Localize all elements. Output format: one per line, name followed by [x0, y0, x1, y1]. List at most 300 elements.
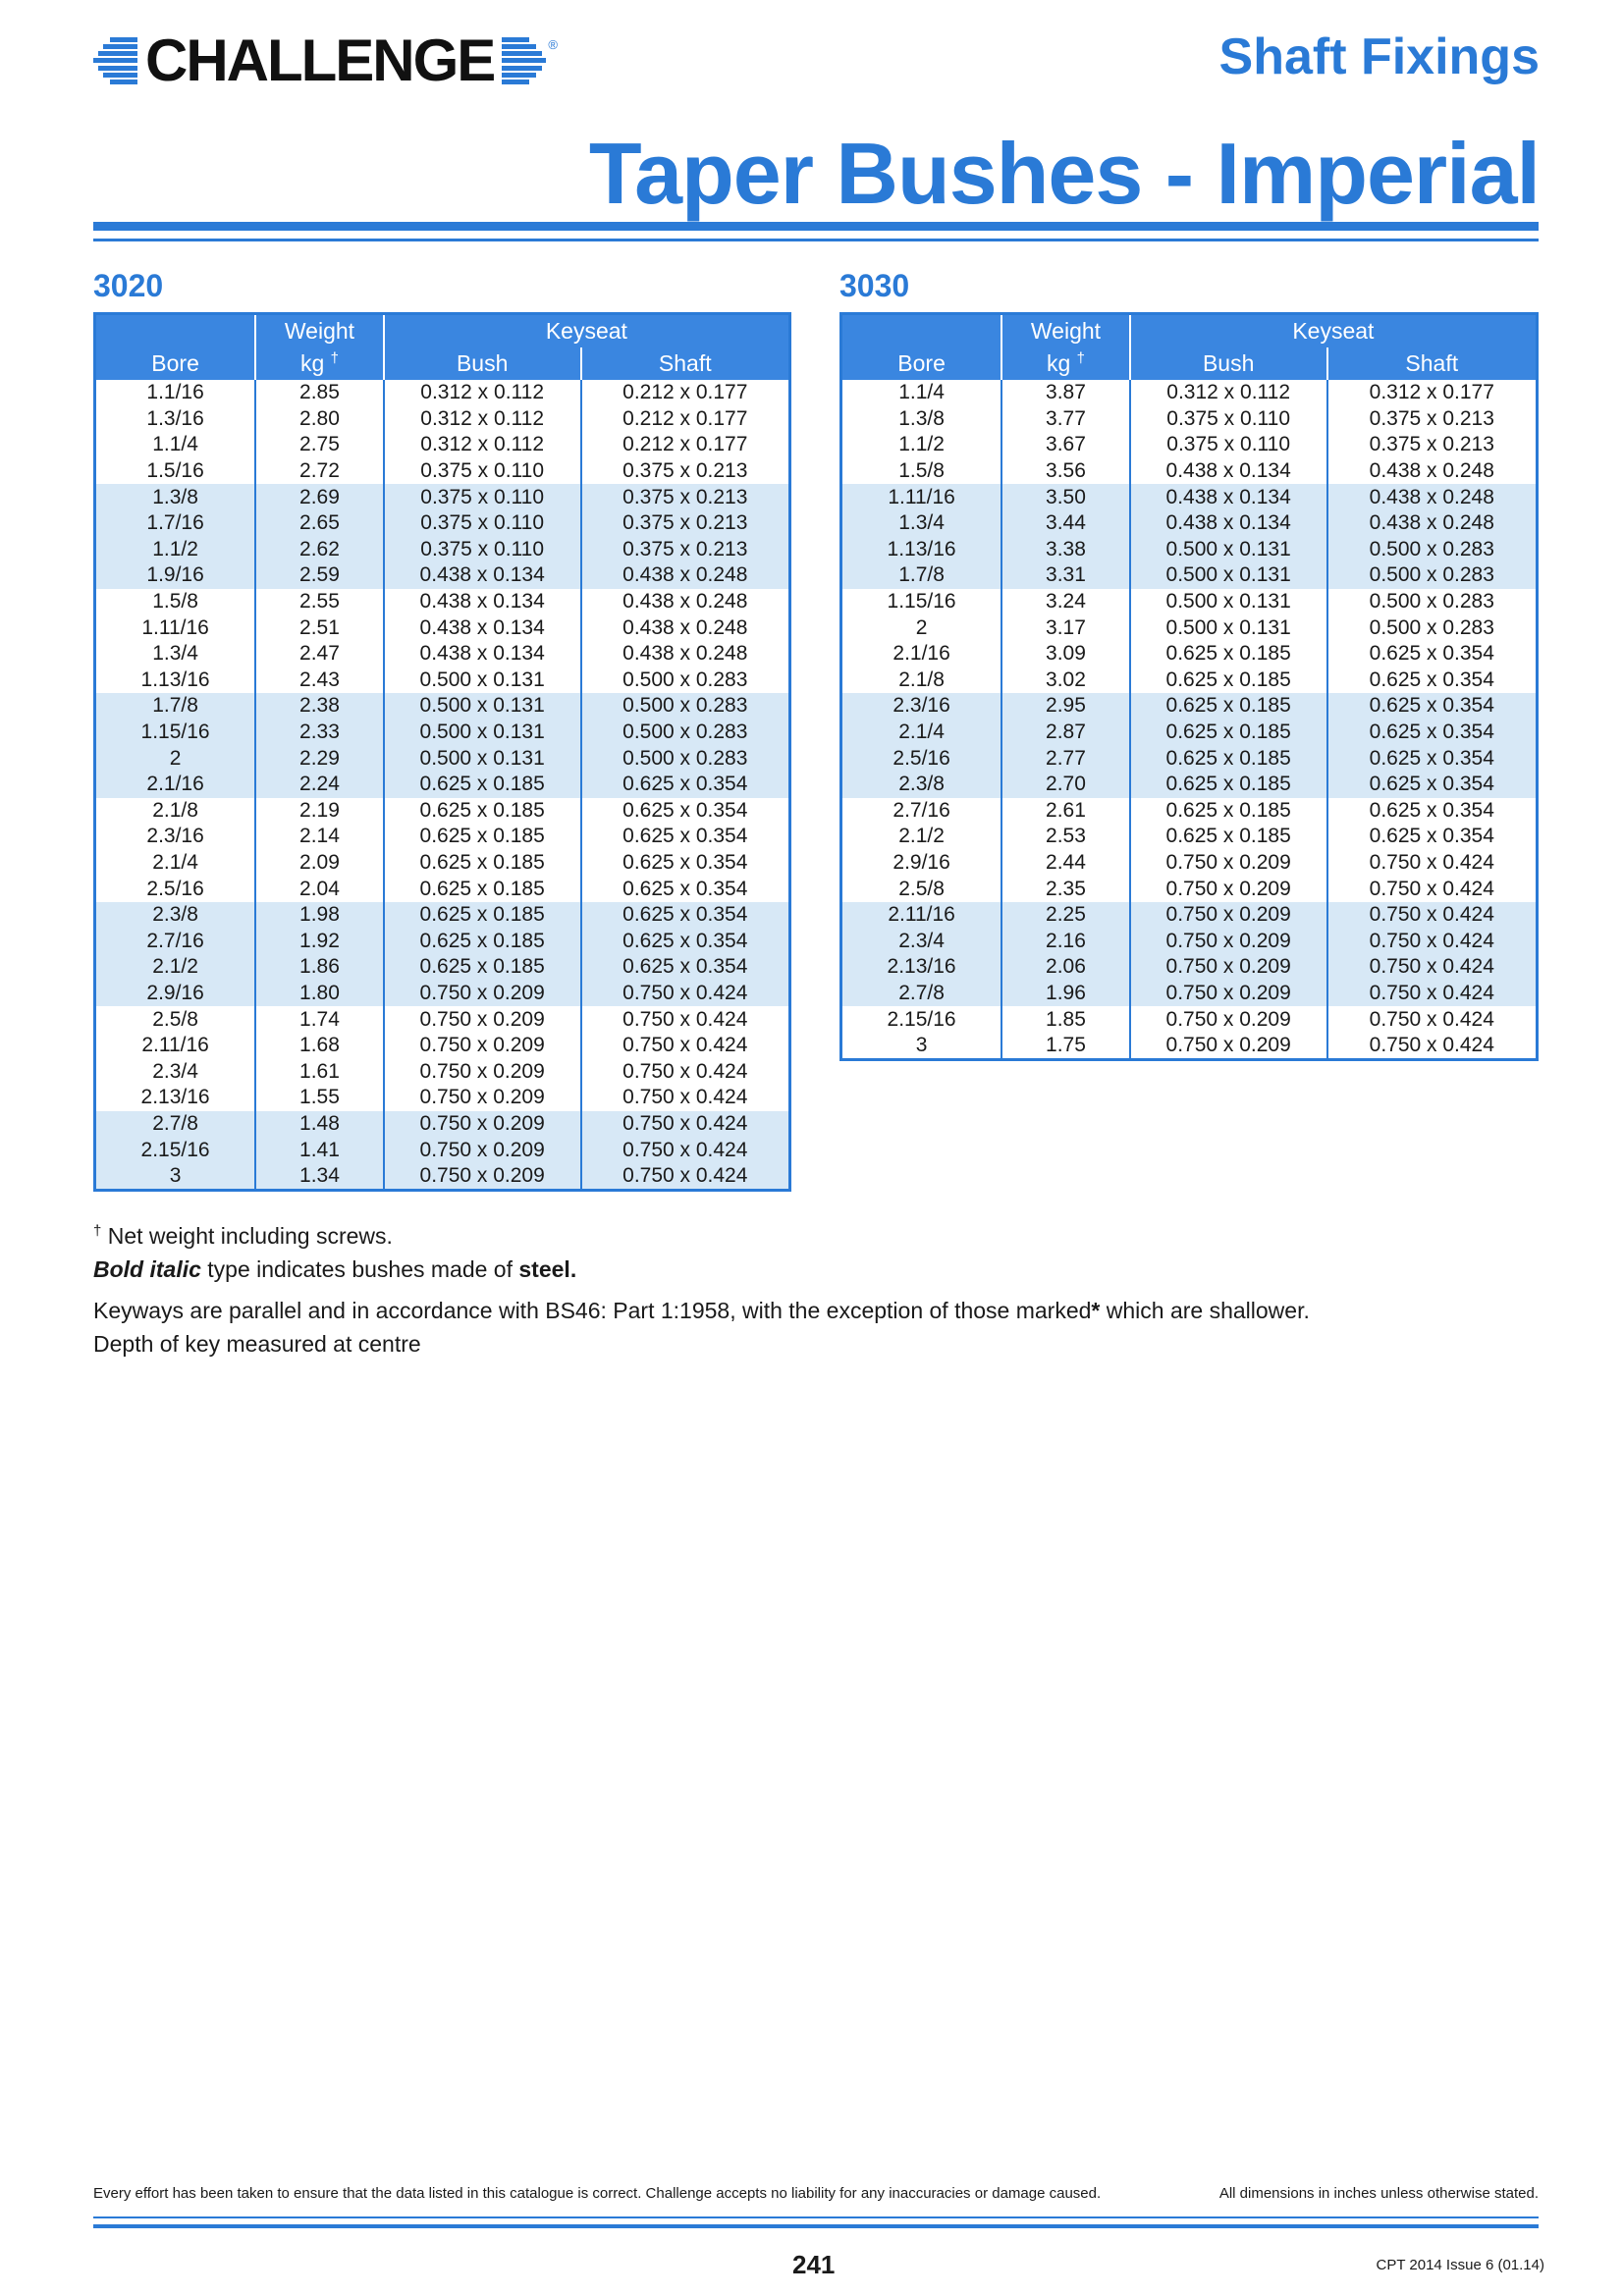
shaft-keyseat-cell: 0.750 x 0.424 [581, 1085, 790, 1111]
bush-keyseat-cell: 0.438 x 0.134 [1130, 484, 1327, 510]
table-row [841, 850, 1538, 877]
table-row [95, 510, 790, 537]
bore-cell: 3 [915, 1034, 928, 1057]
logo-stripes-right-icon [502, 37, 546, 84]
logo-wordmark: CHALLENGE [145, 27, 495, 93]
bush-keyseat-cell: 0.438 x 0.134 [1130, 458, 1327, 485]
note-keyways [93, 1294, 1310, 1327]
weight-cell: 2.53 [1001, 824, 1130, 850]
weight-cell: 2.43 [255, 667, 384, 694]
table-row [95, 720, 790, 746]
table-row [841, 641, 1538, 667]
header-weight: Weight [255, 314, 384, 348]
bore-cell: 1.13/16 [841, 537, 1002, 563]
bore-cell: 1.3/8 [95, 484, 256, 510]
footer-disclaimer: Every effort has been taken to ensure that the data listed in this catalogue is correct. Challenge accepts no liability for any inaccuracies or damage caused. [93, 2185, 1102, 2202]
header-empty [95, 314, 256, 348]
bush-keyseat-cell: 0.625 x 0.185 [1130, 641, 1327, 667]
shaft-keyseat-cell: 0.750 x 0.424 [1327, 902, 1538, 929]
header-row-columns [841, 347, 1538, 380]
weight-cell: 3.67 [1001, 432, 1130, 458]
header-bore: Bore [841, 347, 1002, 380]
bush-keyseat-cell: 0.312 x 0.112 [384, 380, 581, 406]
weight-cell: 2.51 [255, 614, 384, 641]
bush-keyseat-cell: 0.625 x 0.185 [384, 798, 581, 825]
bush-keyseat-cell: 0.500 x 0.131 [384, 667, 581, 694]
table-row [95, 1058, 790, 1085]
weight-cell: 1.74 [255, 1006, 384, 1033]
bore-cell: 1.1/4 [152, 433, 198, 456]
notes [93, 1219, 1310, 1361]
bore-cell: 1.7/8 [95, 693, 256, 720]
shaft-keyseat-cell: 0.438 x 0.248 [1327, 510, 1538, 537]
shaft-keyseat-cell: 0.625 x 0.354 [581, 824, 790, 850]
bush-keyseat-cell: 0.625 x 0.185 [1130, 798, 1327, 825]
header-weight: Weight [1001, 314, 1130, 348]
table-row [841, 876, 1538, 902]
weight-cell: 1.68 [255, 1033, 384, 1059]
shaft-keyseat-cell: 0.750 x 0.424 [581, 1033, 790, 1059]
weight-cell: 2.38 [255, 693, 384, 720]
footer-rule-thick [93, 2224, 1539, 2228]
weight-cell: 2.85 [255, 380, 384, 406]
bush-keyseat-cell: 0.500 x 0.131 [384, 745, 581, 772]
table-row [841, 589, 1538, 615]
table-3030-block [839, 263, 1539, 1061]
table-row [95, 1085, 790, 1111]
note-bold-italic [93, 1253, 1310, 1286]
weight-cell: 3.38 [1001, 537, 1130, 563]
table-row [95, 1006, 790, 1033]
weight-cell: 1.80 [255, 981, 384, 1007]
shaft-keyseat-cell: 0.625 x 0.354 [1327, 641, 1538, 667]
shaft-keyseat-cell: 0.625 x 0.354 [581, 928, 790, 954]
shaft-keyseat-cell: 0.625 x 0.354 [581, 902, 790, 929]
header-kg [255, 347, 384, 380]
shaft-keyseat-cell: 0.375 x 0.213 [1327, 432, 1538, 458]
bore-cell: 2.3/8 [841, 772, 1002, 798]
shaft-keyseat-cell: 0.750 x 0.424 [581, 981, 790, 1007]
header-row-group [95, 314, 790, 348]
note-weight [93, 1219, 1310, 1253]
bush-keyseat-cell: 0.375 x 0.110 [1130, 406, 1327, 433]
header-bush: Bush [1130, 347, 1327, 380]
weight-cell: 2.14 [255, 824, 384, 850]
table-row [95, 902, 790, 929]
weight-cell: 2.24 [255, 772, 384, 798]
bush-keyseat-cell: 0.625 x 0.185 [384, 772, 581, 798]
note-bold-italic-label: Bold italic [93, 1256, 201, 1282]
bore-cell: 2.5/8 [152, 1007, 198, 1031]
bush-keyseat-cell: 0.750 x 0.209 [1130, 876, 1327, 902]
bush-keyseat-cell: 0.375 x 0.110 [1130, 432, 1327, 458]
shaft-keyseat-cell: 0.750 x 0.424 [1327, 1033, 1538, 1060]
table-row [95, 824, 790, 850]
weight-cell: 3.31 [1001, 562, 1130, 589]
bush-keyseat-cell: 0.625 x 0.185 [1130, 745, 1327, 772]
header-empty [841, 314, 1002, 348]
table-title: 3030 [839, 268, 910, 303]
bush-keyseat-cell: 0.500 x 0.131 [384, 693, 581, 720]
shaft-keyseat-cell: 0.625 x 0.354 [1327, 667, 1538, 694]
shaft-keyseat-cell: 0.750 x 0.424 [1327, 876, 1538, 902]
shaft-keyseat-cell: 0.625 x 0.354 [581, 876, 790, 902]
weight-cell: 2.75 [255, 432, 384, 458]
table-row [95, 406, 790, 433]
bore-cell: 2.3/16 [146, 825, 204, 848]
bore-cell: 2.15/16 [95, 1137, 256, 1163]
header-rule-thick [93, 222, 1539, 231]
weight-cell: 1.61 [255, 1058, 384, 1085]
bore-cell: 1.9/16 [95, 562, 256, 589]
shaft-keyseat-cell: 0.750 x 0.424 [1327, 850, 1538, 877]
table-row [95, 798, 790, 825]
bore-cell: 2.3/4 [841, 928, 1002, 954]
bore-cell: 1.3/4 [152, 642, 198, 666]
shaft-keyseat-cell: 0.625 x 0.354 [1327, 798, 1538, 825]
table-row [841, 745, 1538, 772]
bush-keyseat-cell: 0.750 x 0.209 [384, 1163, 581, 1191]
shaft-keyseat-cell: 0.750 x 0.424 [581, 1163, 790, 1191]
shaft-keyseat-cell: 0.625 x 0.354 [581, 772, 790, 798]
bush-keyseat-cell: 0.312 x 0.112 [384, 406, 581, 433]
bush-keyseat-cell: 0.750 x 0.209 [384, 1111, 581, 1138]
bore-cell: 1.11/16 [841, 484, 1002, 510]
bush-keyseat-cell: 0.750 x 0.209 [1130, 850, 1327, 877]
bore-cell: 1.3/16 [146, 406, 204, 430]
table-row [95, 484, 790, 510]
bore-cell: 2.9/16 [95, 981, 256, 1007]
weight-cell: 1.41 [255, 1137, 384, 1163]
weight-cell: 1.34 [255, 1163, 384, 1191]
weight-cell: 2.25 [1001, 902, 1130, 929]
weight-cell: 2.80 [255, 406, 384, 433]
bore-cell: 2.7/8 [841, 981, 1002, 1007]
shaft-keyseat-cell: 0.375 x 0.213 [581, 537, 790, 563]
table-3020-block [93, 263, 791, 1192]
table-row [841, 693, 1538, 720]
bush-keyseat-cell: 0.312 x 0.112 [384, 432, 581, 458]
bush-keyseat-cell: 0.625 x 0.185 [384, 850, 581, 877]
bore-cell: 2.1/2 [95, 954, 256, 981]
weight-cell: 1.98 [255, 902, 384, 929]
table-row [841, 537, 1538, 563]
bush-keyseat-cell: 0.375 x 0.110 [384, 458, 581, 485]
shaft-keyseat-cell: 0.625 x 0.354 [581, 850, 790, 877]
bush-keyseat-cell: 0.625 x 0.185 [384, 824, 581, 850]
table-row [841, 667, 1538, 694]
shaft-keyseat-cell: 0.375 x 0.213 [581, 458, 790, 485]
bore-cell: 2.5/8 [898, 877, 945, 900]
bush-keyseat-cell: 0.625 x 0.185 [1130, 667, 1327, 694]
shaft-keyseat-cell: 0.312 x 0.177 [1327, 380, 1538, 406]
shaft-keyseat-cell: 0.212 x 0.177 [581, 432, 790, 458]
table-row [841, 954, 1538, 981]
shaft-keyseat-cell: 0.625 x 0.354 [581, 798, 790, 825]
header-kg [1001, 347, 1130, 380]
bore-cell: 2.1/8 [898, 667, 945, 691]
bush-keyseat-cell: 0.625 x 0.185 [384, 954, 581, 981]
table-row [841, 510, 1538, 537]
note-type-text: type indicates bushes made of [200, 1256, 519, 1282]
table-row [95, 693, 790, 720]
note-steel: steel. [518, 1256, 577, 1282]
weight-cell: 2.77 [1001, 745, 1130, 772]
header-kg-dagger: † [1076, 349, 1085, 367]
footer-rule-thin [93, 2216, 1539, 2218]
bore-cell: 2.3/4 [152, 1059, 198, 1083]
shaft-keyseat-cell: 0.438 x 0.248 [581, 641, 790, 667]
table-row [841, 562, 1538, 589]
bore-cell: 1.3/4 [841, 510, 1002, 537]
weight-cell: 2.29 [255, 745, 384, 772]
note-depth: Depth of key measured at centre [93, 1331, 421, 1357]
bore-cell: 1.13/16 [140, 667, 210, 691]
weight-cell: 2.16 [1001, 928, 1130, 954]
bore-cell: 2 [915, 615, 928, 639]
bore-cell: 1.15/16 [95, 720, 256, 746]
table-row [841, 614, 1538, 641]
bore-cell: 1.1/16 [146, 381, 204, 404]
bush-keyseat-cell: 0.750 x 0.209 [384, 1006, 581, 1033]
table-row [95, 641, 790, 667]
bush-keyseat-cell: 0.375 x 0.110 [384, 484, 581, 510]
bush-keyseat-cell: 0.500 x 0.131 [1130, 589, 1327, 615]
weight-cell: 1.75 [1001, 1033, 1130, 1060]
shaft-keyseat-cell: 0.438 x 0.248 [1327, 458, 1538, 485]
footer-dimensions-note: All dimensions in inches unless otherwise stated. [1218, 2185, 1539, 2202]
weight-cell: 3.44 [1001, 510, 1130, 537]
header-bush: Bush [384, 347, 581, 380]
bore-cell: 1.5/8 [898, 459, 945, 483]
weight-cell: 3.87 [1001, 380, 1130, 406]
shaft-keyseat-cell: 0.438 x 0.248 [581, 614, 790, 641]
table-row [841, 981, 1538, 1007]
shaft-keyseat-cell: 0.500 x 0.283 [581, 693, 790, 720]
table-row [95, 981, 790, 1007]
bore-cell: 2.3/16 [841, 693, 1002, 720]
table-row [95, 876, 790, 902]
challenge-logo [93, 27, 558, 93]
weight-cell: 2.33 [255, 720, 384, 746]
weight-cell: 3.02 [1001, 667, 1130, 694]
bush-keyseat-cell: 0.750 x 0.209 [384, 1085, 581, 1111]
bush-keyseat-cell: 0.625 x 0.185 [1130, 824, 1327, 850]
bush-keyseat-cell: 0.750 x 0.209 [384, 981, 581, 1007]
weight-cell: 3.24 [1001, 589, 1130, 615]
header-kg-label: kg [1046, 350, 1071, 376]
header-shaft: Shaft [1327, 347, 1538, 380]
bore-cell: 2.13/16 [841, 954, 1002, 981]
shaft-keyseat-cell: 0.750 x 0.424 [1327, 981, 1538, 1007]
shaft-keyseat-cell: 0.625 x 0.354 [1327, 720, 1538, 746]
table-row [841, 902, 1538, 929]
table-row [95, 772, 790, 798]
table-row [841, 380, 1538, 406]
registered-mark: ® [548, 37, 558, 52]
table-row [841, 928, 1538, 954]
table-row [95, 537, 790, 563]
shaft-keyseat-cell: 0.500 x 0.283 [1327, 562, 1538, 589]
section-title: Shaft Fixings [1218, 28, 1540, 85]
shaft-keyseat-cell: 0.750 x 0.424 [1327, 954, 1538, 981]
bore-cell: 1.5/8 [152, 590, 198, 614]
weight-cell: 1.48 [255, 1111, 384, 1138]
table-row [841, 458, 1538, 485]
table-row [95, 1033, 790, 1059]
weight-cell: 3.56 [1001, 458, 1130, 485]
issue-label: CPT 2014 Issue 6 (01.14) [1376, 2257, 1544, 2273]
weight-cell: 2.65 [255, 510, 384, 537]
bush-keyseat-cell: 0.625 x 0.185 [1130, 693, 1327, 720]
bore-cell: 2.13/16 [140, 1086, 210, 1109]
shaft-keyseat-cell: 0.625 x 0.354 [1327, 772, 1538, 798]
header-keyseat: Keyseat [1130, 314, 1538, 348]
bore-cell: 1.7/8 [841, 562, 1002, 589]
shaft-keyseat-cell: 0.500 x 0.283 [1327, 537, 1538, 563]
bore-cell: 3 [95, 1163, 256, 1191]
page-title: Taper Bushes - Imperial [588, 125, 1540, 222]
header-kg-dagger: † [330, 349, 339, 367]
bush-keyseat-cell: 0.750 x 0.209 [1130, 1033, 1327, 1060]
weight-cell: 2.04 [255, 876, 384, 902]
weight-cell: 2.44 [1001, 850, 1130, 877]
header-kg-label: kg [299, 350, 325, 376]
weight-cell: 2.09 [255, 850, 384, 877]
shaft-keyseat-cell: 0.212 x 0.177 [581, 380, 790, 406]
shaft-keyseat-cell: 0.438 x 0.248 [581, 589, 790, 615]
weight-cell: 1.85 [1001, 1006, 1130, 1033]
table-row [841, 484, 1538, 510]
bore-cell: 2.1/4 [152, 850, 198, 874]
weight-cell: 2.06 [1001, 954, 1130, 981]
bush-keyseat-cell: 0.750 x 0.209 [1130, 1006, 1327, 1033]
note-keyways-end: which are shallower. [1100, 1298, 1310, 1323]
bore-cell: 2.5/16 [146, 877, 204, 900]
bore-cell: 1.1/4 [898, 381, 945, 404]
bush-keyseat-cell: 0.438 x 0.134 [384, 562, 581, 589]
bush-keyseat-cell: 0.750 x 0.209 [1130, 954, 1327, 981]
note-asterisk: * [1091, 1298, 1101, 1323]
shaft-keyseat-cell: 0.375 x 0.213 [1327, 406, 1538, 433]
weight-cell: 2.70 [1001, 772, 1130, 798]
bore-cell: 2.1/16 [893, 642, 950, 666]
weight-cell: 2.95 [1001, 693, 1130, 720]
bush-keyseat-cell: 0.625 x 0.185 [1130, 772, 1327, 798]
logo-stripes-left-icon [93, 37, 137, 84]
shaft-keyseat-cell: 0.750 x 0.424 [1327, 1006, 1538, 1033]
table-row [95, 562, 790, 589]
bore-cell: 2.9/16 [893, 850, 950, 874]
bush-keyseat-cell: 0.500 x 0.131 [1130, 537, 1327, 563]
weight-cell: 2.61 [1001, 798, 1130, 825]
shaft-keyseat-cell: 0.625 x 0.354 [1327, 693, 1538, 720]
table-row [841, 1006, 1538, 1033]
table-row [95, 614, 790, 641]
header-row-columns [95, 347, 790, 380]
weight-cell: 2.72 [255, 458, 384, 485]
table-title: 3020 [93, 268, 164, 303]
weight-cell: 1.96 [1001, 981, 1130, 1007]
bore-cell: 2 [95, 745, 256, 772]
bore-cell: 2.1/2 [898, 825, 945, 848]
table-row [841, 406, 1538, 433]
shaft-keyseat-cell: 0.750 x 0.424 [581, 1006, 790, 1033]
weight-cell: 3.77 [1001, 406, 1130, 433]
weight-cell: 3.09 [1001, 641, 1130, 667]
table-row [95, 458, 790, 485]
bush-keyseat-cell: 0.500 x 0.131 [1130, 562, 1327, 589]
bore-cell: 2.7/8 [95, 1111, 256, 1138]
table-body [95, 380, 790, 1191]
weight-cell: 2.59 [255, 562, 384, 589]
weight-cell: 1.92 [255, 928, 384, 954]
bush-keyseat-cell: 0.750 x 0.209 [384, 1137, 581, 1163]
table-row [95, 928, 790, 954]
note-weight-text: Net weight including screws. [101, 1223, 393, 1249]
shaft-keyseat-cell: 0.625 x 0.354 [1327, 745, 1538, 772]
weight-cell: 2.87 [1001, 720, 1130, 746]
bush-keyseat-cell: 0.625 x 0.185 [384, 902, 581, 929]
shaft-keyseat-cell: 0.500 x 0.283 [581, 745, 790, 772]
bush-keyseat-cell: 0.438 x 0.134 [384, 614, 581, 641]
bush-keyseat-cell: 0.625 x 0.185 [1130, 720, 1327, 746]
shaft-keyseat-cell: 0.750 x 0.424 [581, 1137, 790, 1163]
bush-keyseat-cell: 0.625 x 0.185 [384, 876, 581, 902]
header-row-group [841, 314, 1538, 348]
header-keyseat: Keyseat [384, 314, 790, 348]
header-bore: Bore [95, 347, 256, 380]
shaft-keyseat-cell: 0.500 x 0.283 [1327, 614, 1538, 641]
bush-keyseat-cell: 0.625 x 0.185 [384, 928, 581, 954]
bore-cell: 1.11/16 [141, 615, 209, 639]
bore-cell: 1.7/16 [95, 510, 256, 537]
page-number: 241 [792, 2250, 836, 2279]
bore-cell: 2.7/16 [893, 798, 950, 822]
bore-cell: 2.7/16 [95, 928, 256, 954]
bush-keyseat-cell: 0.438 x 0.134 [384, 589, 581, 615]
table-row [841, 720, 1538, 746]
table-row [95, 954, 790, 981]
bush-table [93, 312, 791, 1192]
bore-cell: 2.15/16 [887, 1007, 956, 1031]
table-row [95, 380, 790, 406]
table-row [95, 667, 790, 694]
weight-cell: 3.50 [1001, 484, 1130, 510]
table-body [841, 380, 1538, 1060]
bush-keyseat-cell: 0.750 x 0.209 [1130, 981, 1327, 1007]
bore-cell: 1.3/8 [898, 406, 945, 430]
weight-cell: 2.69 [255, 484, 384, 510]
bore-cell: 2.11/16 [841, 902, 1002, 929]
shaft-keyseat-cell: 0.750 x 0.424 [581, 1058, 790, 1085]
bush-keyseat-cell: 0.375 x 0.110 [384, 537, 581, 563]
weight-cell: 1.55 [255, 1085, 384, 1111]
header-rule-thin [93, 239, 1539, 241]
bush-keyseat-cell: 0.750 x 0.209 [384, 1033, 581, 1059]
bore-cell: 1.15/16 [887, 590, 956, 614]
table-row [841, 432, 1538, 458]
bush-keyseat-cell: 0.500 x 0.131 [1130, 614, 1327, 641]
table-row [95, 432, 790, 458]
bush-keyseat-cell: 0.438 x 0.134 [384, 641, 581, 667]
weight-cell: 1.86 [255, 954, 384, 981]
table-row [95, 1163, 790, 1191]
shaft-keyseat-cell: 0.500 x 0.283 [1327, 589, 1538, 615]
header-shaft: Shaft [581, 347, 790, 380]
table-row [95, 850, 790, 877]
bush-keyseat-cell: 0.750 x 0.209 [1130, 902, 1327, 929]
